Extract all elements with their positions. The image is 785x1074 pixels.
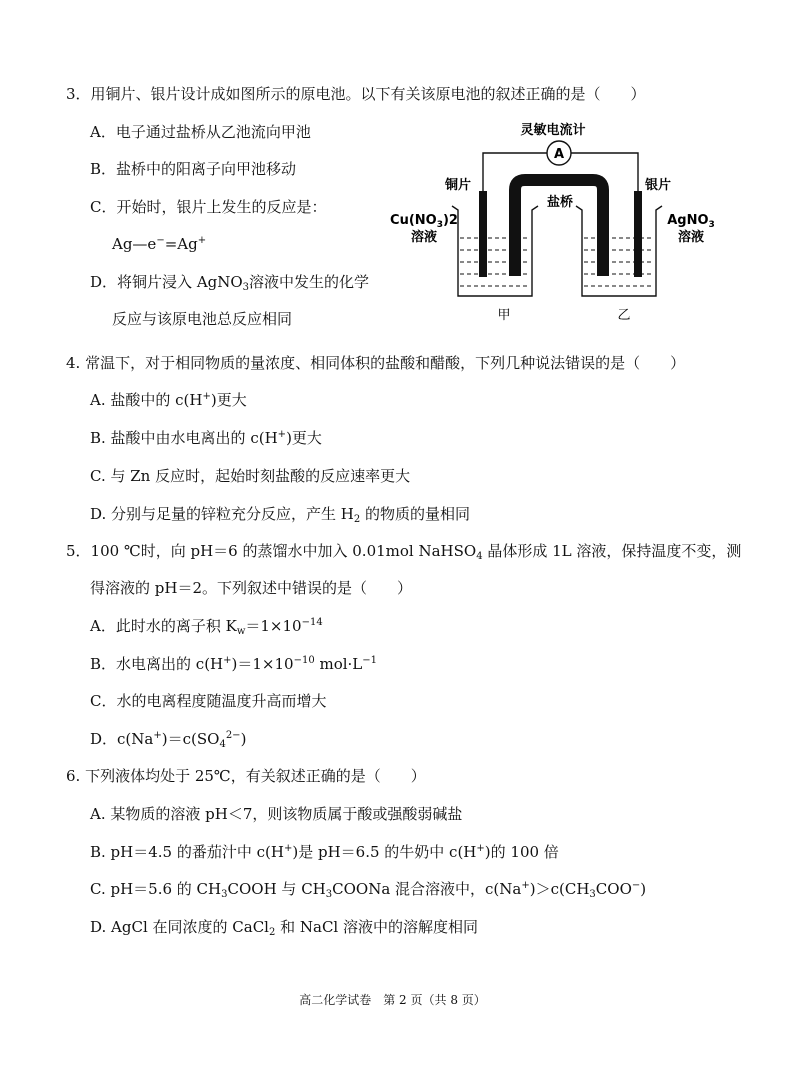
question-5-option-a: A．此时水的离子积 $K_w=1\times 10^{-14}$	[90, 617, 323, 637]
right-beaker	[576, 206, 662, 296]
meter-symbol: A	[553, 147, 565, 162]
question-6-option-b: B. pH＝4.5 的番茄汁中 c(H+)是 pH＝6.5 的牛奶中 c(H+)的 100 倍	[90, 843, 559, 861]
galvanometer-label: 灵敏电流计	[520, 123, 586, 138]
question-4-option-d: D. 分别与足量的锌粒充分反应，产生 $H_2$ 的物质的量相同	[90, 505, 471, 525]
right-beaker-label: 乙	[617, 308, 631, 323]
question-3-option-c-equation: Ag—e−=Ag+	[112, 235, 207, 253]
salt-bridge-label: 盐桥	[546, 195, 574, 210]
question-3-option-b: B．盐桥中的阳离子向甲池移动	[90, 160, 297, 178]
left-solution-word: 溶液	[410, 230, 438, 245]
question-3-option-d: D．将铜片浸入 AgNO$_3$溶液中发生的化学	[90, 273, 370, 293]
silver-label: 银片	[644, 178, 672, 193]
galvanic-cell-diagram	[388, 118, 718, 330]
question-5-stem: 5．100 ℃时，向 pH＝6 的蒸馏水中加入 0.01mol NaHSO$_4$ 晶体形成 1L 溶液，保持温度不变，测	[66, 542, 742, 562]
galvanic-cell-svg	[388, 118, 718, 330]
right-solution-word: 溶液	[677, 230, 705, 245]
copper-electrode	[479, 191, 487, 277]
question-4-option-a: A. 盐酸中的 c(H+)更大	[90, 391, 247, 409]
question-6-option-a: A. 某物质的溶液 pH＜7，则该物质属于酸或强酸弱碱盐	[90, 805, 463, 823]
right-solution-liquid	[584, 238, 654, 286]
question-6-stem: 6. 下列液体均处于 25℃，有关叙述正确的是（ ）	[66, 767, 426, 785]
left-beaker	[452, 206, 538, 296]
question-4-option-b: B. 盐酸中由水电离出的 c(H+)更大	[90, 429, 322, 447]
question-4-option-c: C. 与 Zn 反应时，起始时刻盐酸的反应速率更大	[90, 467, 411, 485]
copper-label: 铜片	[444, 178, 472, 193]
question-3-option-d-continued: 反应与该原电池总反应相同	[112, 310, 293, 328]
question-6-option-d: D. AgCl 在同浓度的 CaCl$_2$ 和 NaCl 溶液中的溶解度相同	[90, 918, 478, 938]
question-5-option-d: D．$c(Na^+)=c(SO_4^{2-})$	[90, 730, 247, 750]
left-beaker-label: 甲	[497, 308, 511, 323]
silver-electrode	[634, 191, 642, 277]
question-3-stem: 3．用铜片、银片设计成如图所示的原电池。以下有关该原电池的叙述正确的是（ ）	[66, 85, 646, 103]
page-footer: 高二化学试卷 第 2 页（共 8 页）	[299, 993, 486, 1007]
question-5-stem-continued: 得溶液的 pH＝2。下列叙述中错误的是（ ）	[90, 579, 412, 597]
question-4-stem: 4. 常温下，对于相同物质的量浓度、相同体积的盐酸和醋酸，下列几种说法错误的是（ ）	[66, 354, 686, 372]
left-solution-name: $Cu(NO_3)2$	[390, 213, 458, 230]
question-6-option-c: C. pH＝5.6 的 $CH_3COOH$ 与 $CH_3COONa$ 混合溶液中，$c(Na^+)>c(CH_3COO^-)$	[90, 880, 647, 900]
question-3-option-a: A．电子通过盐桥从乙池流向甲池	[90, 123, 311, 141]
question-3-option-c: C．开始时，银片上发生的反应是：	[90, 198, 327, 216]
right-solution-name: AgNO$_3$	[667, 213, 715, 230]
question-5-option-b: B．水电离出的 $c(H^+)=1\times 10^{-10}$ $mol\cdot L^{-1}$	[90, 655, 378, 673]
question-5-option-c: C．水的电离程度随温度升高而增大	[90, 692, 327, 710]
